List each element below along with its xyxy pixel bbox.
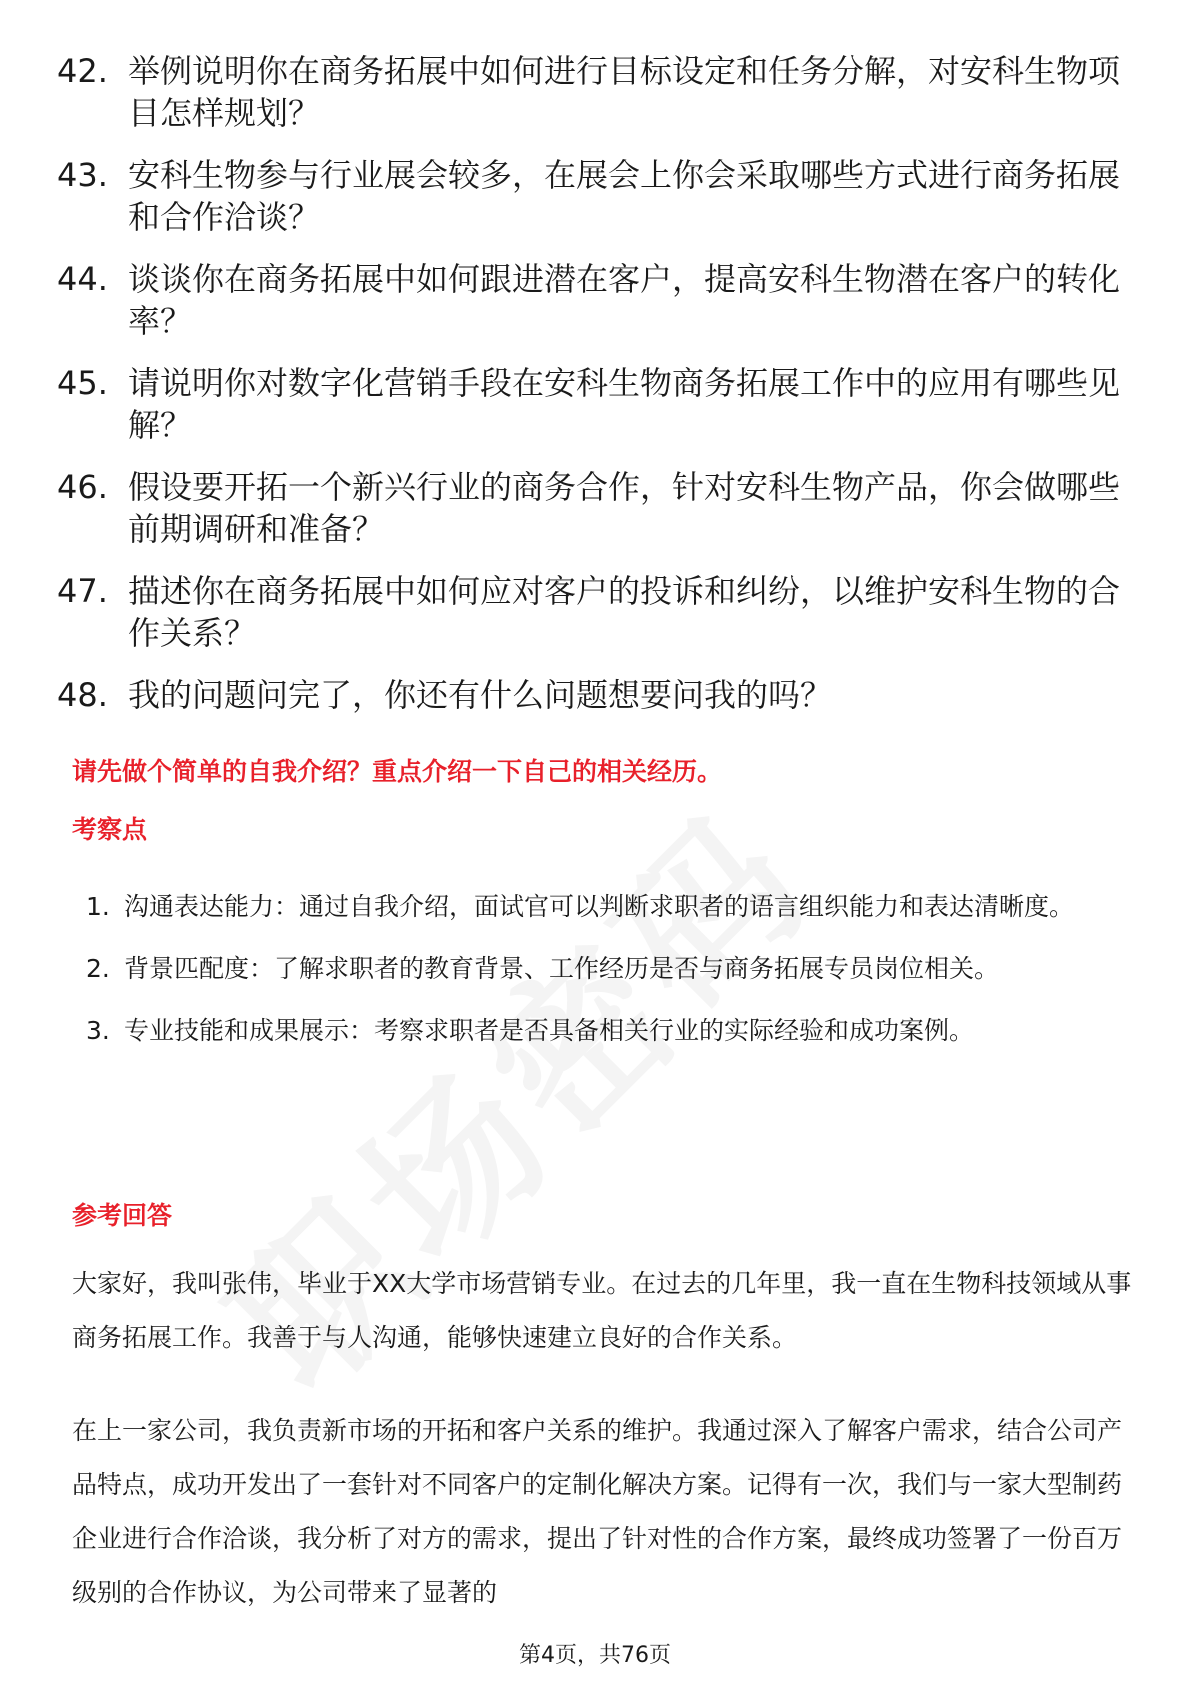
question-number: 48. <box>57 676 108 714</box>
question-item <box>0 50 1190 134</box>
question-text: 假设要开拓一个新兴行业的商务合作，针对安科生物产品，你会做哪些前期调研和准备？ <box>128 468 1121 548</box>
reference-answer-heading: 参考回答 <box>72 1201 173 1230</box>
list-text: 背景匹配度：了解求职者的教育背景、工作经历是否与商务拓展专员岗位相关。 <box>124 954 1000 983</box>
list-item <box>0 942 1190 996</box>
list-number: 1. <box>86 892 110 921</box>
question-number: 43. <box>57 156 108 194</box>
question-item <box>0 362 1190 446</box>
question-text: 描述你在商务拓展中如何应对客户的投诉和纠纷，以维护安科生物的合作关系？ <box>128 572 1121 652</box>
answer-paragraph: 在上一家公司，我负责新市场的开拓和客户关系的维护。我通过深入了解客户需求，结合公司产品特点，成功开发出了一套针对不同客户的定制化解决方案。记得有一次，我们与一家大型制药企业进行合作洽谈，我分析了对方的需求，提出了针对性的合作方案，最终成功签署了一份百万级别的合作协议，为公司带来了显著的 <box>72 1416 1123 1607</box>
question-text: 请说明你对数字化营销手段在安科生物商务拓展工作中的应用有哪些见解？ <box>128 364 1121 444</box>
question-number: 45. <box>57 364 108 402</box>
question-number: 42. <box>57 52 108 90</box>
examine-points-list <box>0 880 1190 1066</box>
question-text: 安科生物参与行业展会较多，在展会上你会采取哪些方式进行商务拓展和合作洽谈？ <box>128 156 1121 236</box>
question-item <box>0 674 1190 716</box>
question-number: 44. <box>57 260 108 298</box>
page-number: 第4页，共76页 <box>519 1643 671 1668</box>
list-number: 3. <box>86 1016 110 1045</box>
question-text: 举例说明你在商务拓展中如何进行目标设定和任务分解，对安科生物项目怎样规划？ <box>128 52 1121 132</box>
question-item <box>0 154 1190 238</box>
answer-paragraph: 大家好，我叫张伟，毕业于XX大学市场营销专业。在过去的几年里，我一直在生物科技领域从事商务拓展工作。我善于与人沟通，能够快速建立良好的合作关系。 <box>72 1269 1132 1352</box>
section-title: 请先做个简单的自我介绍？重点介绍一下自己的相关经历。 <box>72 757 723 786</box>
list-text: 沟通表达能力：通过自我介绍，面试官可以判断求职者的语言组织能力和表达清晰度。 <box>124 892 1075 921</box>
question-item <box>0 570 1190 654</box>
list-text: 专业技能和成果展示：考察求职者是否具备相关行业的实际经验和成功案例。 <box>124 1016 975 1045</box>
question-number: 46. <box>57 468 108 506</box>
list-number: 2. <box>86 954 110 983</box>
list-item <box>0 880 1190 934</box>
question-number: 47. <box>57 572 108 610</box>
question-list <box>0 50 1190 736</box>
list-item <box>0 1004 1190 1058</box>
question-text: 我的问题问完了，你还有什么问题想要问我的吗？ <box>128 676 833 714</box>
question-item <box>0 258 1190 342</box>
examine-points-heading: 考察点 <box>72 815 148 844</box>
question-text: 谈谈你在商务拓展中如何跟进潜在客户，提高安科生物潜在客户的转化率？ <box>128 260 1121 340</box>
question-item <box>0 466 1190 550</box>
